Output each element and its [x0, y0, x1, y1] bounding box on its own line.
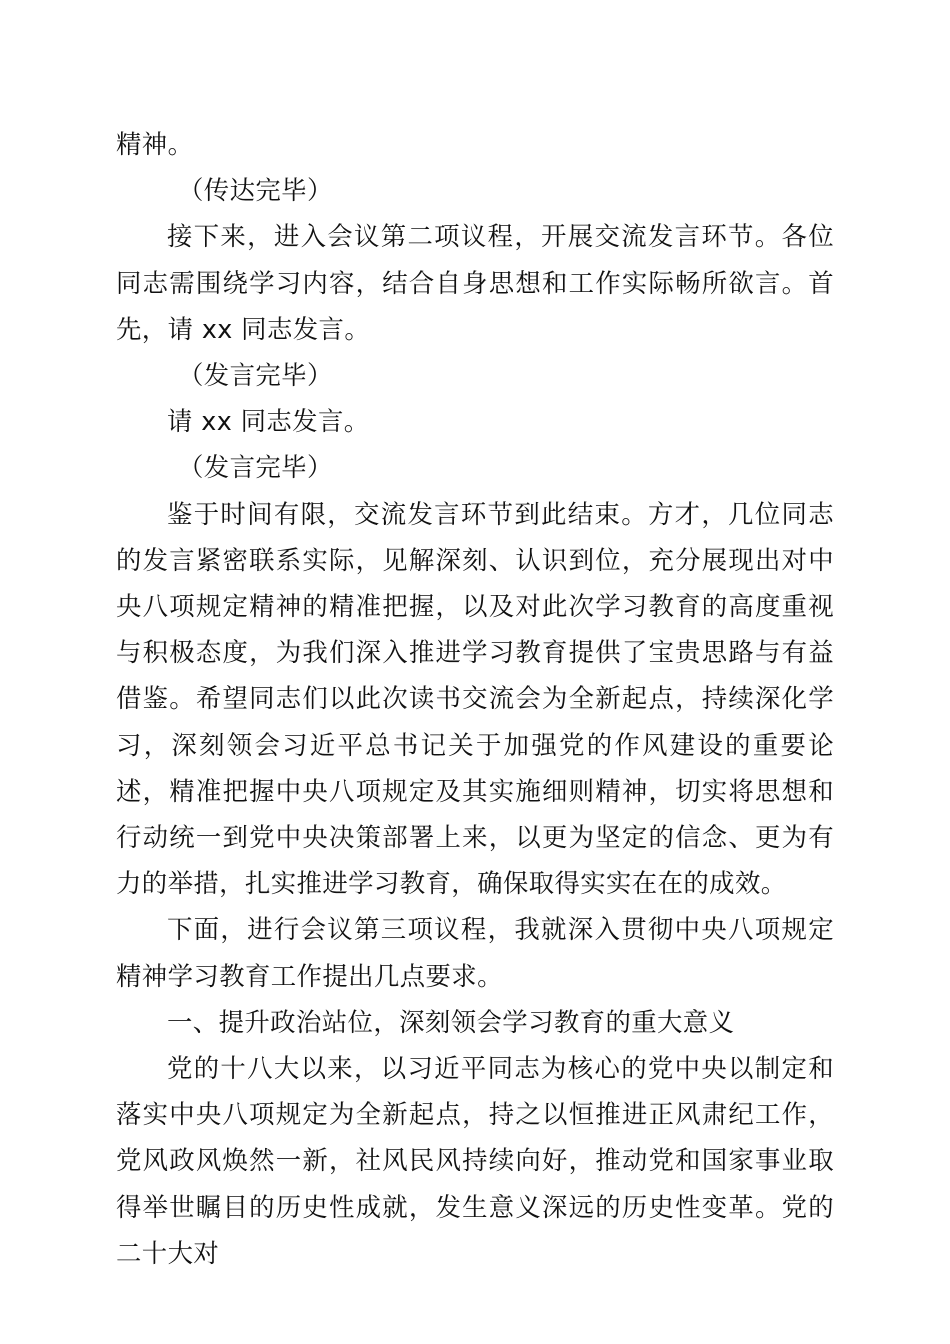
note-speech-complete-2: （发言完毕） — [178, 452, 333, 483]
document-body — [116, 121, 834, 1276]
paragraph-exchange-summary: 鉴于时间有限，交流发言环节到此结束。方才，几位同志的发言紧密联系实际，见解深刻、认识到位，充分展现出对中央八项规定精神的精准把握，以及对此次学习教育的高度重视与积极态度，为我们深入推进学习教育提供了宝贵思路与有益借鉴。希望同志们以此次读书交流会为全新起点，持续深化学习，深刻领会习近平总书记关于加强党的作风建设的重要论述，精准把握中央八项规定及其实施细则精神，切实将思想和行动统一到党中央决策部署上来，以更为坚定的信念、更为有力的举措，扎实推进学习教育，确保取得实实在在的成效。 — [116, 498, 834, 899]
paragraph-third-agenda: 下面，进行会议第三项议程，我就深入贯彻中央八项规定精神学习教育工作提出几点要求。 — [116, 914, 834, 991]
note-transmission-complete: （传达完毕） — [178, 175, 333, 206]
paragraph-continuation: 精神。 — [116, 129, 194, 159]
paragraph-exchange-intro: 接下来，进入会议第二项议程，开展交流发言环节。各位同志需围绕学习内容，结合自身思想和工作实际畅所欲言。首先，请 xx 同志发言。 — [116, 221, 834, 344]
paragraph-next-speaker: 请 xx 同志发言。 — [167, 406, 370, 437]
section-heading-one: 一、提升政治站位，深刻领会学习教育的重大意义 — [167, 1006, 735, 1037]
paragraph-section-one-body: 党的十八大以来，以习近平同志为核心的党中央以制定和落实中央八项规定为全新起点，持之以恒推进正风肃纪工作，党风政风焕然一新，社风民风持续向好，推动党和国家事业取得举世瞩目的历史性成就，发生意义深远的历史性变革。党的二十大对 — [116, 1053, 834, 1268]
note-speech-complete-1: （发言完毕） — [178, 360, 333, 391]
